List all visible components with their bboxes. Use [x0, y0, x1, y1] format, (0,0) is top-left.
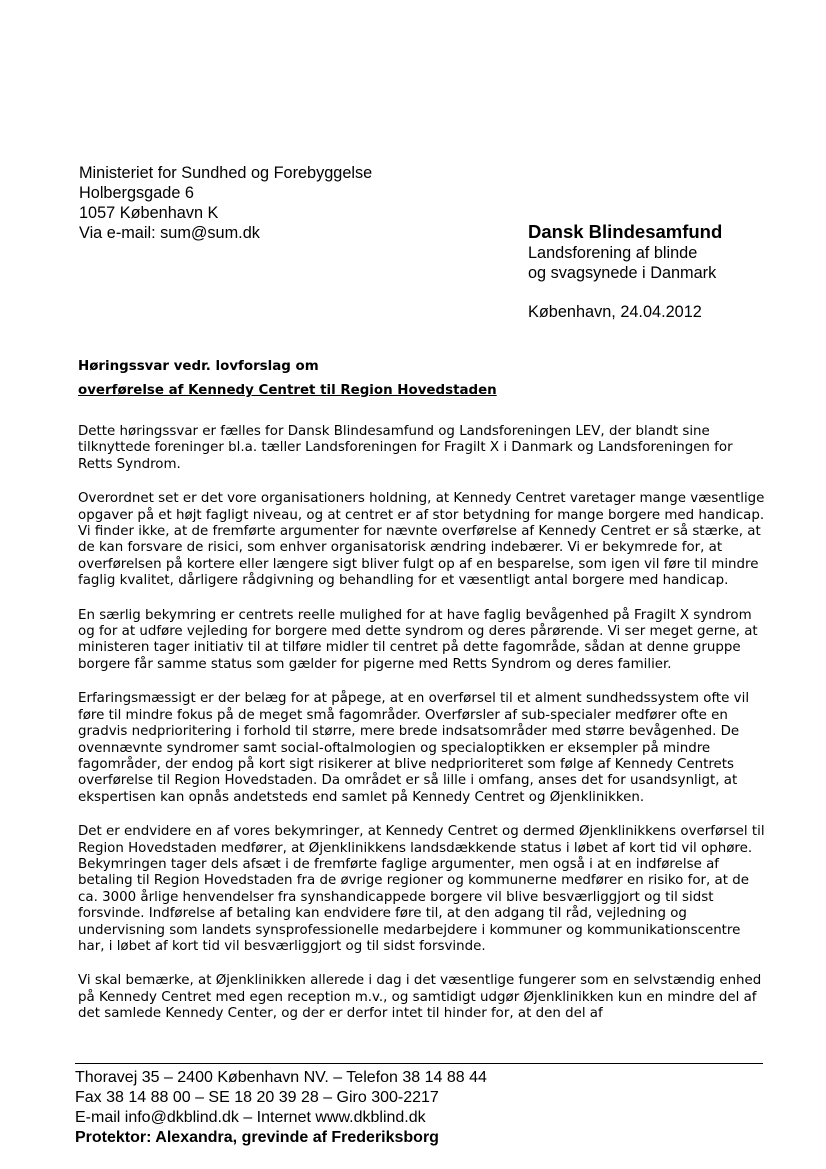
subject-line-2: overførelse af Kennedy Centret til Region Hovedstaden [78, 383, 497, 398]
recipient-city: 1057 København K [79, 204, 219, 222]
footer-patron: Protektor: Alexandra, grevinde af Frederiksborg [75, 1129, 439, 1146]
body-paragraph-3: En særlig bekymring er centrets reelle mulighed for at have faglig bevågenhed på Fragilt X syndrom og for at udføre vejleding for borgere med dette syndrom og deres pårørende. Vi ser meget gerne, at ministeren tager initiativ til at tilføre midler til centret på dette fagområde, sådan at denne gruppe borgere får samme status som gælder for pigerne med Retts Syndrom og deres familier. [78, 607, 758, 672]
recipient-name: Ministeriet for Sundhed og Forebyggelse [79, 164, 373, 182]
recipient-address [79, 163, 372, 243]
footer-contact: E-mail info@dkblind.dk – Internet www.dkblind.dk [75, 1109, 426, 1126]
recipient-street: Holbergsgade 6 [79, 184, 194, 202]
sender-name: Dansk Blindesamfund [528, 221, 723, 242]
body-paragraph-1: Dette høringssvar er fælles for Dansk Blindesamfund og Landsforeningen LEV, der blandt sine tilknyttede foreninger bl.a. tæller Landsforeningen for Fragilt X i Danmark og Landsforeningen for Retts Syndrom. [78, 424, 733, 472]
footer-fax: Fax 38 14 88 00 – SE 18 20 39 28 – Giro 300-2217 [75, 1089, 439, 1106]
sender-block [528, 221, 722, 283]
letter-body [78, 424, 768, 1041]
footer-divider [75, 1063, 763, 1064]
letter-date: København, 24.04.2012 [528, 303, 702, 321]
body-paragraph-2: Overordnet set er det vore organisationers holdning, at Kennedy Centret varetager mange væsentlige opgaver på et højt fagligt niveau, og at centret er af stor betydning for mange borgere med handicap. Vi finder ikke, at de fremførte argumenter for nævnte overførelse af Kennedy Centret er så stærke, at de kan forsvare de risici, som enhver organisatorisk ændring indebærer. Vi er bekymrede for, at overførelsen på kortere eller længere sigt bliver fulgt op af en besparelse, som igen vil føre til mindre faglig kvalitet, dårligere rådgivning og behandling for et væsentligt antal borgere med handicap. [78, 491, 765, 589]
sender-tagline-1: Landsforening af blinde [528, 244, 698, 262]
subject-line-1: Høringssvar vedr. lovforslag om [78, 359, 319, 374]
recipient-email: Via e-mail: sum@sum.dk [79, 224, 260, 242]
body-paragraph-4: Erfaringsmæssigt er der belæg for at påpege, at en overførsel til et alment sundhedssystem ofte vil føre til mindre fokus på de meget små fagområder. Overførsler af sub-specialer medfører ofte en gradvis nedprioritering i forhold til større, mere brede indsatsområder med større bevågenhed. De ovennævnte syndromer samt social-oftalmologien og specialoptikken er eksempler på mindre fagområder, der endog på kort sigt risikerer at blive nedprioriteret som følge af Kennedy Centrets overførelse til Region Hovedstaden. Da området er så lille i omfang, anses det for usandsynligt, at ekspertisen kan opnås andetsteds end samlet på Kennedy Centret og Øjenklinikken. [78, 691, 750, 805]
footer-address: Thoravej 35 – 2400 København NV. – Telefon 38 14 88 44 [75, 1069, 487, 1086]
footer-block [75, 1068, 487, 1148]
sender-tagline-2: og svagsynede i Danmark [528, 264, 717, 282]
subject-block [78, 355, 497, 403]
body-paragraph-6: Vi skal bemærke, at Øjenklinikken allerede i dag i det væsentlige fungerer som en selvstændig enhed på Kennedy Centret med egen reception m.v., og samtidigt udgør Øjenklinikken kun en mindre del af det samlede Kennedy Center, og der er derfor intet til hinder for, at den del af [78, 973, 762, 1022]
body-paragraph-5: Det er endvidere en af vores bekymringer, at Kennedy Centret og dermed Øjenklinikkens overførsel til Region Hovedstaden medfører, at Øjenklinikkens landsdækkende status i løbet af kort tid vil ophøre. Bekymringen tager dels afsæt i de fremførte faglige argumenter, men også i at en indførelse af betaling til Region Hovedstaden fra de øvrige regioner og kommunerne medfører en risiko for, at de ca. 3000 årlige henvendelser fra synshandicappede borgere vil blive besværliggjort og til sidst forsvinde. Indførelse af betaling kan endvidere føre til, at den adgang til råd, vejledning og undervisning som landets synsprofessionelle medarbejdere i kommuner og kommunikationscentre har, i løbet af kort tid vil besværliggjort og til sidst forsvinde. [78, 824, 765, 954]
